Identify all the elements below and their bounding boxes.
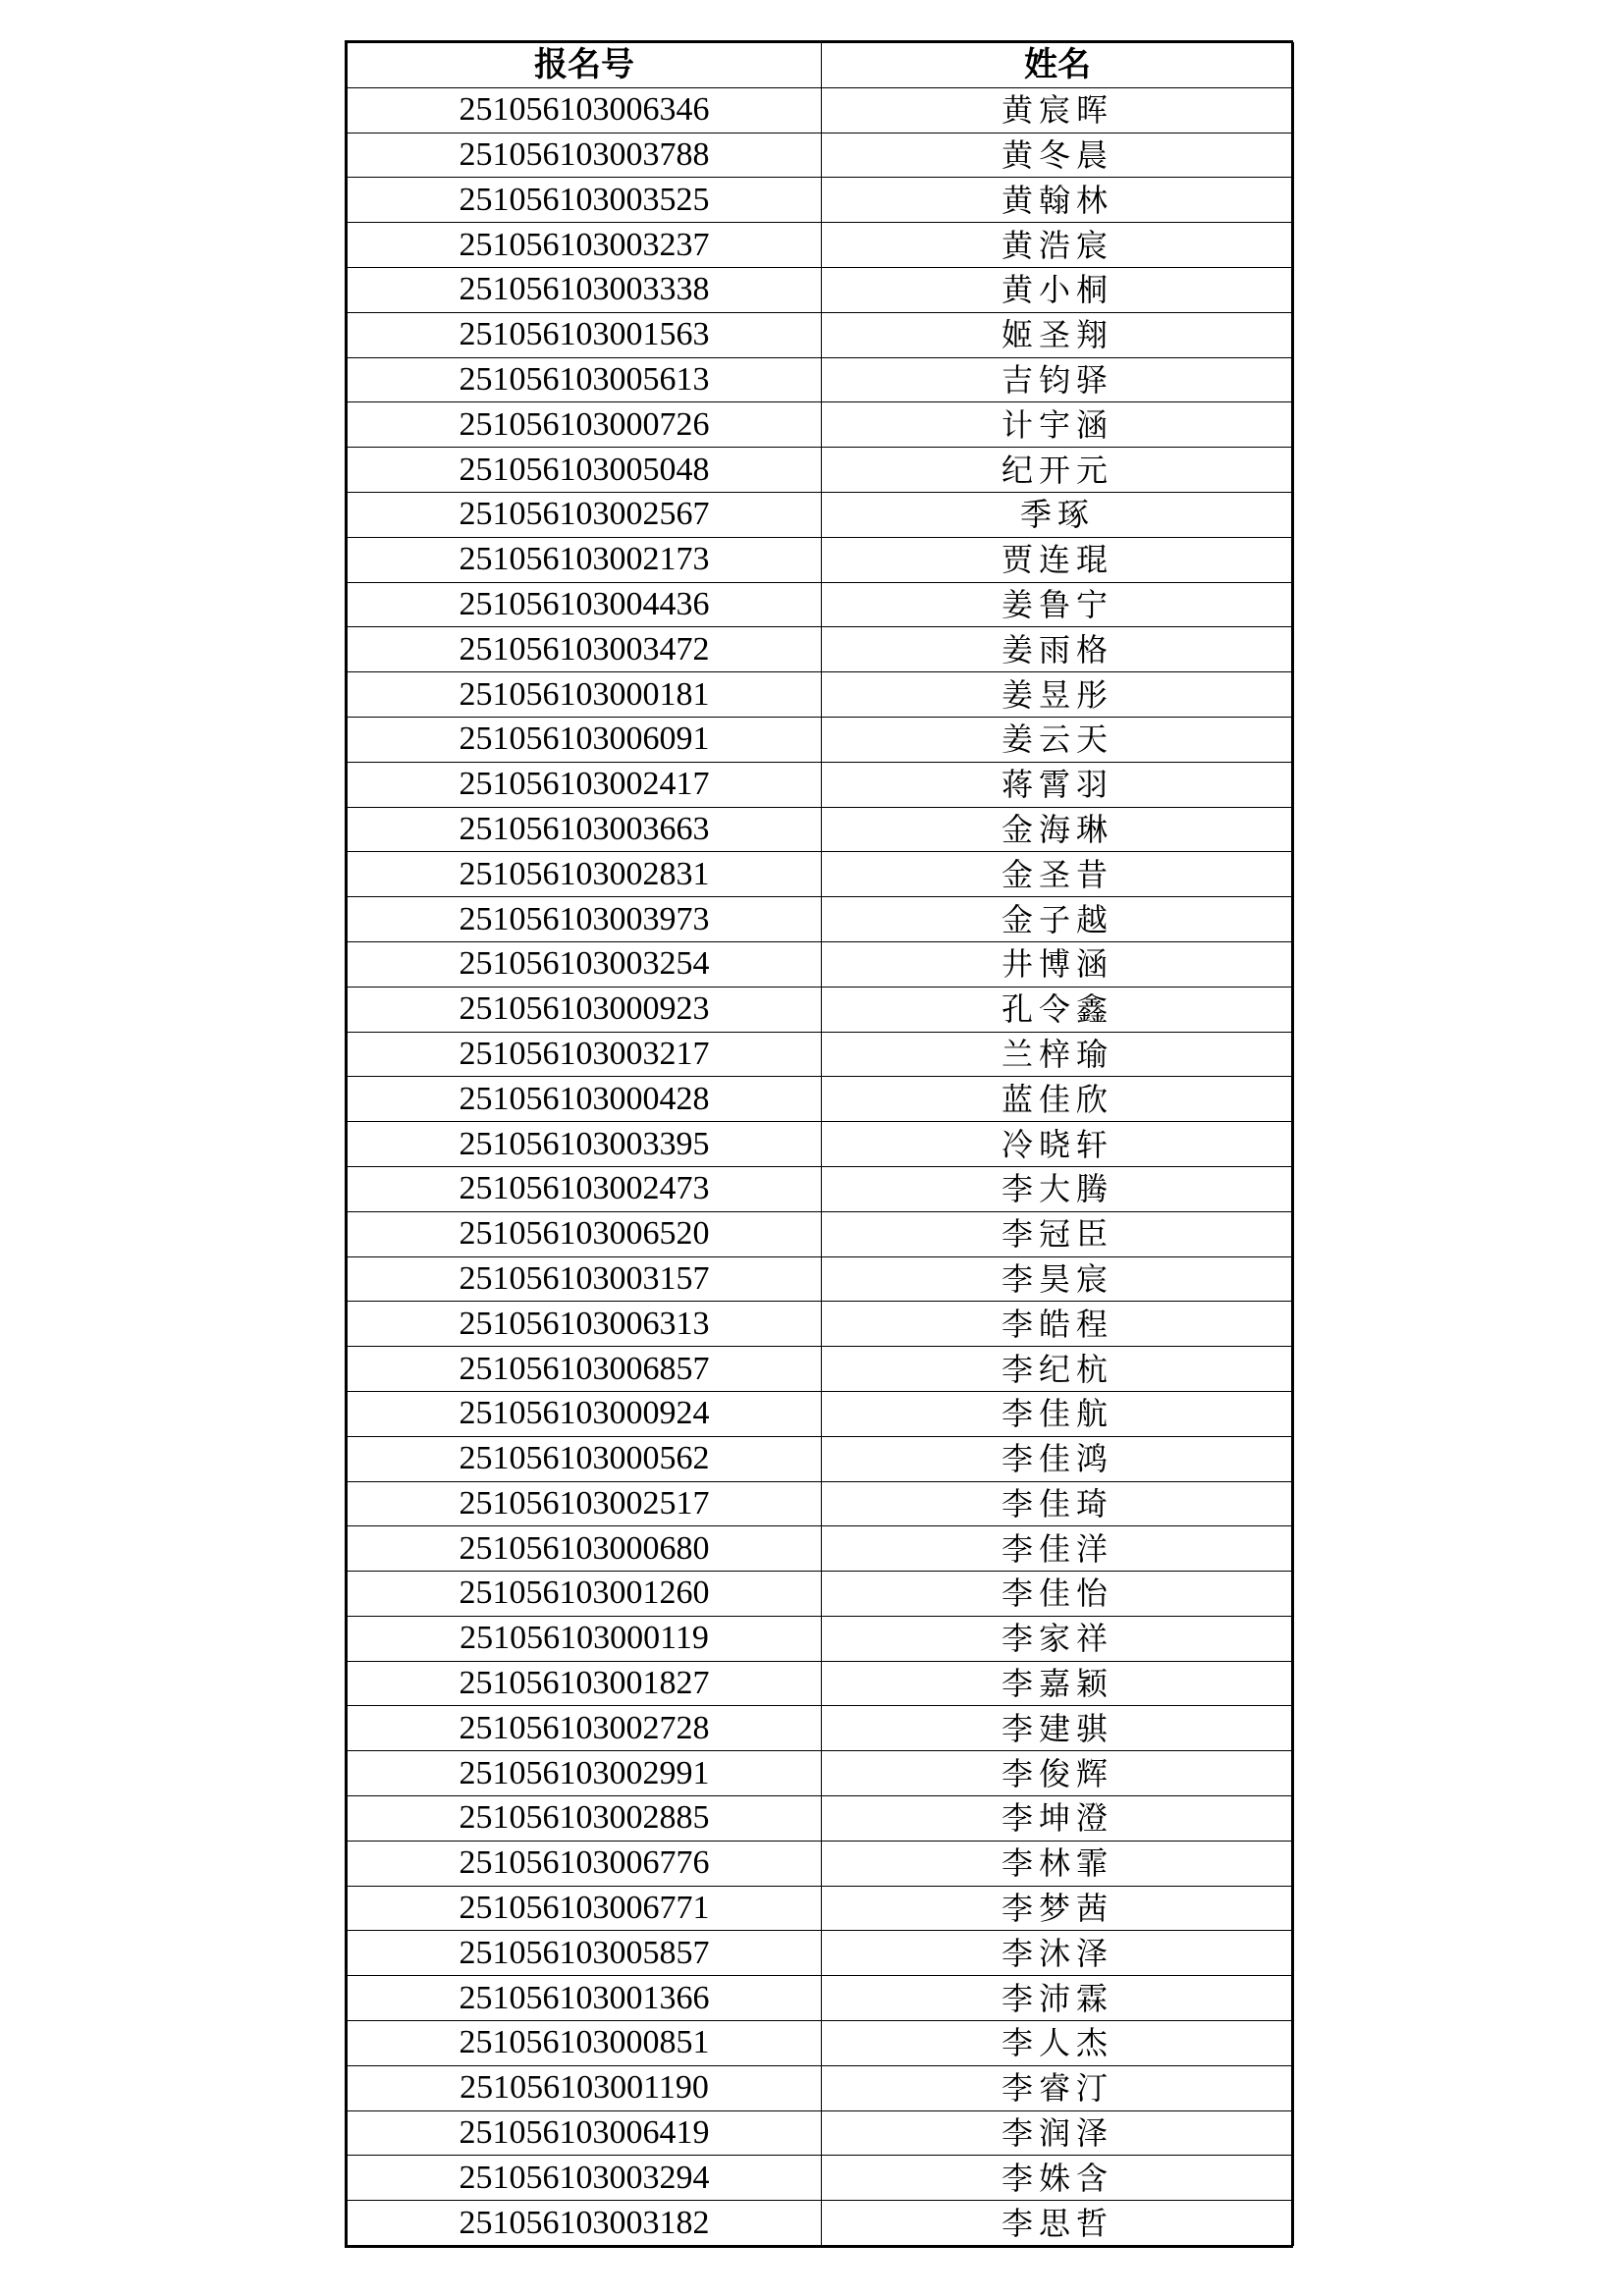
registration-number-cell: 251056103002417 — [348, 762, 822, 807]
table-row — [348, 1616, 1294, 1661]
table-row — [348, 267, 1294, 312]
name-cell: 李佳航 — [822, 1391, 1294, 1436]
registration-number-cell: 251056103002885 — [348, 1796, 822, 1842]
name-cell: 井博涵 — [822, 941, 1294, 987]
table-row — [348, 448, 1294, 493]
registration-number-cell: 251056103006857 — [348, 1347, 822, 1392]
table-row — [348, 1122, 1294, 1167]
name-cell: 计宇涵 — [822, 402, 1294, 448]
name-cell: 金圣昔 — [822, 852, 1294, 897]
registration-number-cell: 251056103000923 — [348, 987, 822, 1032]
registration-number-cell: 251056103000181 — [348, 672, 822, 718]
table-row — [348, 627, 1294, 672]
table-row — [348, 133, 1294, 178]
name-cell: 李冠臣 — [822, 1211, 1294, 1256]
table-row — [348, 1077, 1294, 1122]
table-row — [348, 87, 1294, 133]
name-cell: 季琢 — [822, 492, 1294, 537]
table-row — [348, 1751, 1294, 1796]
table-row — [348, 717, 1294, 762]
name-cell: 冷晓轩 — [822, 1122, 1294, 1167]
registration-number-cell: 251056103003788 — [348, 133, 822, 178]
name-cell: 兰梓瑜 — [822, 1032, 1294, 1077]
name-cell: 姜昱彤 — [822, 672, 1294, 718]
table-row — [348, 1211, 1294, 1256]
name-cell: 黄浩宸 — [822, 223, 1294, 268]
registration-number-cell: 251056103003395 — [348, 1122, 822, 1167]
name-cell: 纪开元 — [822, 448, 1294, 493]
registration-number-cell: 251056103003157 — [348, 1256, 822, 1302]
table-row — [348, 1391, 1294, 1436]
registration-number-cell: 251056103003237 — [348, 223, 822, 268]
registration-number-cell: 251056103003973 — [348, 897, 822, 942]
column-header-name: 姓名 — [822, 43, 1294, 88]
table-row — [348, 2110, 1294, 2156]
name-cell: 李沐泽 — [822, 1931, 1294, 1976]
table-row — [348, 1572, 1294, 1617]
name-cell: 李沛霖 — [822, 1976, 1294, 2021]
registration-number-cell: 251056103002728 — [348, 1706, 822, 1751]
name-cell: 李佳鸿 — [822, 1436, 1294, 1481]
registration-number-cell: 251056103004436 — [348, 582, 822, 627]
name-cell: 李林霏 — [822, 1841, 1294, 1886]
table-row — [348, 672, 1294, 718]
table-row — [348, 1706, 1294, 1751]
table-row — [348, 1166, 1294, 1211]
registration-number-cell: 251056103006419 — [348, 2110, 822, 2156]
table-row — [348, 807, 1294, 852]
name-cell: 李昊宸 — [822, 1256, 1294, 1302]
table-row — [348, 852, 1294, 897]
registration-number-cell: 251056103002517 — [348, 1481, 822, 1526]
table-row — [348, 1976, 1294, 2021]
registration-number-cell: 251056103001827 — [348, 1661, 822, 1706]
name-cell: 蓝佳欣 — [822, 1077, 1294, 1122]
name-cell: 黄冬晨 — [822, 133, 1294, 178]
table-row — [348, 1526, 1294, 1572]
name-cell: 姜鲁宁 — [822, 582, 1294, 627]
name-cell: 李佳琦 — [822, 1481, 1294, 1526]
table-row — [348, 1436, 1294, 1481]
registration-number-cell: 251056103000851 — [348, 2021, 822, 2066]
name-cell: 李佳洋 — [822, 1526, 1294, 1572]
registration-number-cell: 251056103000680 — [348, 1526, 822, 1572]
name-cell: 黄翰林 — [822, 178, 1294, 223]
name-cell: 李皓程 — [822, 1302, 1294, 1347]
name-cell: 李思哲 — [822, 2201, 1294, 2246]
name-cell: 姜雨格 — [822, 627, 1294, 672]
table-row — [348, 987, 1294, 1032]
name-cell: 李家祥 — [822, 1616, 1294, 1661]
name-cell: 李人杰 — [822, 2021, 1294, 2066]
name-cell: 李梦茜 — [822, 1886, 1294, 1931]
registration-number-cell: 251056103003182 — [348, 2201, 822, 2246]
table-row — [348, 1841, 1294, 1886]
registration-number-cell: 251056103006346 — [348, 87, 822, 133]
registration-number-cell: 251056103000726 — [348, 402, 822, 448]
table-row — [348, 1886, 1294, 1931]
registration-number-cell: 251056103000562 — [348, 1436, 822, 1481]
name-cell: 李佳怡 — [822, 1572, 1294, 1617]
registration-number-cell: 251056103003217 — [348, 1032, 822, 1077]
name-cell: 金海琳 — [822, 807, 1294, 852]
registration-number-cell: 251056103002831 — [348, 852, 822, 897]
table-row — [348, 402, 1294, 448]
registration-number-cell: 251056103002173 — [348, 537, 822, 582]
name-cell: 吉钧驿 — [822, 357, 1294, 402]
name-cell: 蒋霄羽 — [822, 762, 1294, 807]
table-row — [348, 1931, 1294, 1976]
registration-number-cell: 251056103002567 — [348, 492, 822, 537]
name-cell: 李嘉颖 — [822, 1661, 1294, 1706]
table-header-row — [348, 43, 1294, 88]
table-row — [348, 1256, 1294, 1302]
registration-number-cell: 251056103003663 — [348, 807, 822, 852]
table-row — [348, 2156, 1294, 2201]
table-row — [348, 2201, 1294, 2246]
name-cell: 李润泽 — [822, 2110, 1294, 2156]
table-row — [348, 2021, 1294, 2066]
table-row — [348, 1032, 1294, 1077]
registration-number-cell: 251056103000924 — [348, 1391, 822, 1436]
registration-number-cell: 251056103001190 — [348, 2065, 822, 2110]
name-cell: 李俊辉 — [822, 1751, 1294, 1796]
table-row — [348, 223, 1294, 268]
name-cell: 黄宸晖 — [822, 87, 1294, 133]
table-row — [348, 492, 1294, 537]
registration-number-cell: 251056103003338 — [348, 267, 822, 312]
registration-number-cell: 251056103005613 — [348, 357, 822, 402]
name-cell: 姬圣翔 — [822, 312, 1294, 357]
registration-number-cell: 251056103006771 — [348, 1886, 822, 1931]
registration-number-cell: 251056103006313 — [348, 1302, 822, 1347]
table-row — [348, 2065, 1294, 2110]
table-row — [348, 1796, 1294, 1842]
table-row — [348, 582, 1294, 627]
name-cell: 孔令鑫 — [822, 987, 1294, 1032]
table-row — [348, 1661, 1294, 1706]
table-row — [348, 762, 1294, 807]
registration-number-cell: 251056103006520 — [348, 1211, 822, 1256]
registration-number-cell: 251056103006776 — [348, 1841, 822, 1886]
name-cell: 金子越 — [822, 897, 1294, 942]
registration-number-cell: 251056103000428 — [348, 1077, 822, 1122]
registration-number-cell: 251056103003525 — [348, 178, 822, 223]
table-body — [348, 87, 1294, 2245]
name-cell: 黄小桐 — [822, 267, 1294, 312]
registration-number-cell: 251056103003254 — [348, 941, 822, 987]
table-row — [348, 357, 1294, 402]
registration-number-cell: 251056103002473 — [348, 1166, 822, 1211]
registration-table — [347, 42, 1294, 2246]
column-header-registration-number: 报名号 — [348, 43, 822, 88]
registration-number-cell: 251056103001260 — [348, 1572, 822, 1617]
table-row — [348, 178, 1294, 223]
table-row — [348, 1302, 1294, 1347]
registration-number-cell: 251056103005857 — [348, 1931, 822, 1976]
name-cell: 李坤澄 — [822, 1796, 1294, 1842]
name-cell: 贾连琨 — [822, 537, 1294, 582]
name-cell: 李大腾 — [822, 1166, 1294, 1211]
registration-number-cell: 251056103000119 — [348, 1616, 822, 1661]
registration-number-cell: 251056103003294 — [348, 2156, 822, 2201]
table-row — [348, 897, 1294, 942]
registration-number-cell: 251056103001366 — [348, 1976, 822, 2021]
table-row — [348, 537, 1294, 582]
registration-table-container — [345, 40, 1293, 2248]
registration-number-cell: 251056103003472 — [348, 627, 822, 672]
registration-number-cell: 251056103002991 — [348, 1751, 822, 1796]
registration-number-cell: 251056103005048 — [348, 448, 822, 493]
name-cell: 李建骐 — [822, 1706, 1294, 1751]
table-row — [348, 1347, 1294, 1392]
name-cell: 李睿汀 — [822, 2065, 1294, 2110]
registration-number-cell: 251056103006091 — [348, 717, 822, 762]
name-cell: 李纪杭 — [822, 1347, 1294, 1392]
table-row — [348, 1481, 1294, 1526]
name-cell: 李姝含 — [822, 2156, 1294, 2201]
registration-number-cell: 251056103001563 — [348, 312, 822, 357]
name-cell: 姜云天 — [822, 717, 1294, 762]
table-row — [348, 312, 1294, 357]
table-row — [348, 941, 1294, 987]
